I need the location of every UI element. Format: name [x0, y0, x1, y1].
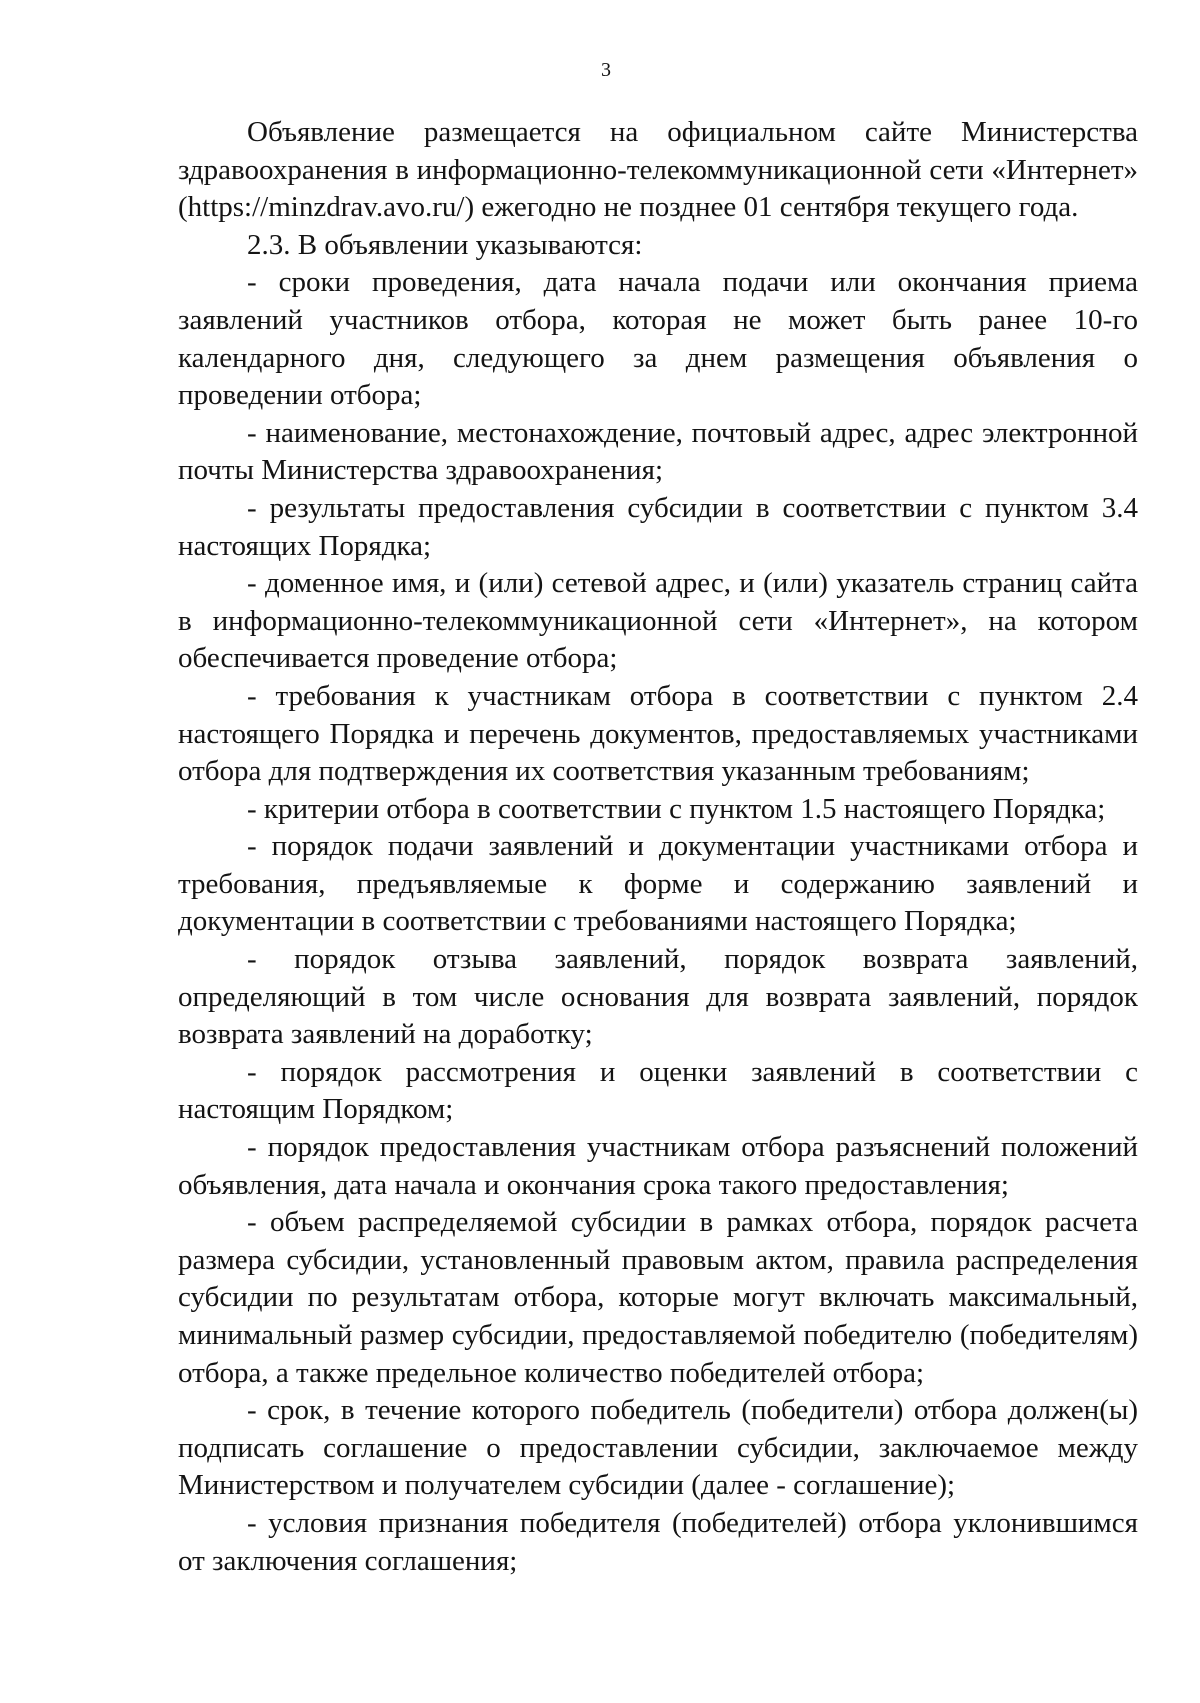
list-item-subsidy-results: - результаты предоставления субсидии в соответствии с пунктом 3.4 настоящих Порядка;	[178, 491, 1138, 562]
list-item-subsidy-volume: - объем распределяемой субсидии в рамках отбора, порядок расчета размера субсидии, установленный правовым актом, правила распределения субсидии по результатам отбора, которые могут включать максимальный, минимальный размер субсидии, предоставляемой победителю (победителям) отбора, а также предельное количество победителей отбора;	[178, 1206, 1138, 1389]
paragraph-section-2-3: 2.3. В объявлении указываются:	[247, 228, 643, 261]
list-item-review-procedure: - порядок рассмотрения и оценки заявлений в соответствии с настоящим Порядком;	[178, 1055, 1138, 1126]
list-item-participant-requirements: - требования к участникам отбора в соответствии с пунктом 2.4 настоящего Порядка и перечень документов, предоставляемых участниками отбора для подтверждения их соответствия указанным требованиям;	[178, 679, 1138, 788]
page-number: 3	[601, 59, 611, 81]
document-body	[178, 114, 1138, 1580]
list-item-domain-name: - доменное имя, и (или) сетевой адрес, и (или) указатель страниц сайта в информационно-телекоммуникационной сети «Интернет», на котором обеспечивается проведение отбора;	[178, 567, 1138, 675]
list-item-clarifications: - порядок предоставления участникам отбора разъяснений положений объявления, дата начала и окончания срока такого предоставления;	[178, 1131, 1138, 1201]
list-item-withdrawal-procedure: - порядок отзыва заявлений, порядок возврата заявлений, определяющий в том числе основания для возврата заявлений, порядок возврата заявлений на доработку;	[178, 943, 1138, 1051]
list-item-signing-deadline: - срок, в течение которого победитель (победители) отбора должен(ы) подписать соглашение о предоставлении субсидии, заключаемое между Министерством и получателем субсидии (далее - соглашение);	[178, 1394, 1138, 1502]
list-item-application-procedure: - порядок подачи заявлений и документации участниками отбора и требования, предъявляемые к форме и содержанию заявлений и документации в соответствии с требованиями настоящего Порядка;	[178, 830, 1138, 938]
list-item-ministry-address: - наименование, местонахождение, почтовый адрес, адрес электронной почты Министерства здравоохранения;	[178, 416, 1138, 487]
list-item-selection-criteria: - критерии отбора в соответствии с пунктом 1.5 настоящего Порядка;	[247, 792, 1106, 825]
list-item-deadlines: - сроки проведения, дата начала подачи или окончания приема заявлений участников отбора, которая не может быть ранее 10-го календарного дня, следующего за днем размещения объявления о проведении отбора;	[178, 266, 1138, 412]
paragraph-announcement: Объявление размещается на официальном сайте Министерства здравоохранения в информационно-телекоммуникационной сети «Интернет» (https://minzdrav.avo.ru/) ежегодно не позднее 01 сентября текущего года.	[178, 116, 1138, 224]
list-item-evasion-conditions: - условия признания победителя (победителей) отбора уклонившимся от заключения соглашения;	[178, 1506, 1138, 1577]
